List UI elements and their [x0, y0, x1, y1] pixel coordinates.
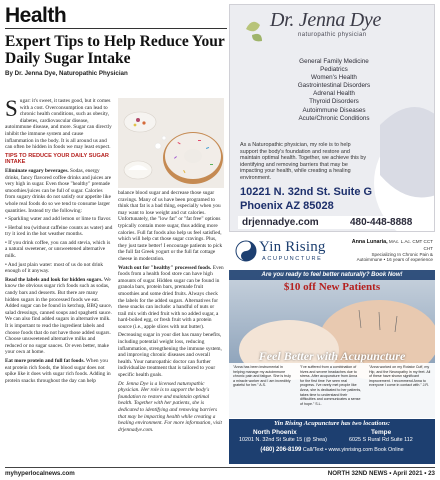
- practitioner-info: [347, 239, 433, 263]
- subheading: Eliminate sugary beverages.: [5, 167, 69, 174]
- sugar-donut-illustration: [118, 98, 224, 188]
- testimonial: "Anna has been instrumental in helping manage my autoimmune chronic pain and fatigue. She is truly a miracle worker and I am incredibly grateful for her." A.S.: [233, 365, 291, 388]
- ad-website-link[interactable]: drjennadye.com: [242, 217, 319, 228]
- service-item: Autoimmune Diseases: [302, 106, 366, 114]
- yin-rising-ad[interactable]: [229, 236, 435, 464]
- article-byline: By Dr. Jenna Dye, Naturopathic Physician: [5, 70, 128, 77]
- service-item: Pediatrics: [320, 66, 348, 74]
- services-list: [254, 58, 414, 123]
- article-paragraph: We know the obvious sugar rich foods such as sodas, candy bars and desserts. But there are many hidden sugars in the processed foods we eat. Added sugar can be found in ketchup, BBQ sauce, salad dressings, canned soups and spaghetti sauce. We can also find added sugars in alternative milk. It is important to read the ingredient labels and choose foods that do not have those added sugars. Choose unsweetened alternative milks and reduced or no sugar sauces. Or even better, make your own at home.: [5, 276, 113, 356]
- article-paragraph: When you eat protein rich foods, the blood sugar does not spike like it does with sugar rich foods. Adding in protein snacks throughout the day can help: [5, 357, 111, 384]
- footer-rule: [5, 467, 435, 468]
- article-paragraph: ugar: it's sweet, it tastes good, but it comes with a cost. Overconsumption can lead to chronic health conditions, such as obesity, diabetes, cardiovascular disease, autoimmune disease, and more. Sugar can directly inhibit the immune system and cause inflammation in the body. It is all around us and can often be hidden in foods we may least expect.: [5, 98, 112, 151]
- ad-address-line-1: 10221 N. 32nd St. Suite G: [240, 186, 373, 198]
- tips-heading: TIPS TO REDUCE YOUR DAILY SUGAR INTAKE: [5, 152, 109, 166]
- ad-yin-phone[interactable]: (480) 206-8199: [260, 447, 302, 453]
- ad-logo-text: Yin Rising: [259, 239, 326, 255]
- article-paragraph: balance blood sugar and decrease those sugar cravings. Many of us have been programed to think that fat is a bad thing, especially when you may want to lose weight and cut calories. Unfortunately, the "low fat" or "fat free" options typically contain more sugar, thus adding more calories. Full fat foods also help us feel satisfied, which will help cut those sugar cravings. Plus, they just taste better! I encourage patients to pick the full fat Greek yogurt or the full fat cottage cheese in moderation.: [118, 190, 223, 262]
- ad-tagline: Are you ready to feel better naturally? Book Now!: [261, 271, 403, 278]
- testimonial: "Anna worked on my Rotator Cuff, my Hip, and the Neuropathy in my feet. All of these have shown significant improvement. I recommend Anna to everyone I come in contact with." J.R.: [369, 365, 431, 388]
- practitioner-specialty: Specializing In Chronic Pain &: [371, 251, 433, 257]
- service-item: Gastrointestinal Disorders: [297, 82, 371, 90]
- location-name-tempe: Tempe: [371, 429, 392, 436]
- ad-logo-subtitle: ACUPUNCTURE: [262, 256, 323, 262]
- author-bio: Dr. Jenna Dye is a licensed naturopathic physician. Her role is to support the body's foundation to restore and maintain optimal health. Together with her patients, she is dedicated to identifying and removing barriers that may be impacting health while creating a healing environment. For more information, visit drjennadye.com.: [118, 380, 222, 433]
- service-item: Adrenal Health: [313, 90, 355, 98]
- practitioner-experience: Autoimmune • 16 years of experience: [356, 257, 433, 263]
- article-paragraph: Sodas, energy drinks, fancy flavored coffee drinks and juices are very high in sugar. Even those "healthy" premade smoothies/juices can be full of sugar. Calories from sugary drinks do not satisfy our appetite like whole real foods do so we tend to consume larger quantities. Instead try the following:: [5, 167, 112, 214]
- article-column-2: [118, 190, 224, 435]
- ad-address-line-2: Phoenix AZ 85028: [240, 200, 334, 212]
- ad-phone-number[interactable]: 480-448-8888: [350, 217, 413, 228]
- subheading: Watch out for "healthy" processed foods.: [118, 264, 212, 271]
- practitioner-credentials: MAc. L.Ac. CMT CCT CHT: [388, 239, 433, 251]
- practitioner-name: Anna Lunaria,: [351, 239, 388, 245]
- ad-doctor-subtitle: naturopathic physician: [298, 32, 367, 38]
- article-paragraph: Decreasing sugar in your diet has many benefits, including potential weight loss, reducing inflammation, strengthening the immune system, and improving chronic diseases and overall health. Your naturopathic doctor can further individualize treatment that is tailored to your specific health goals.: [118, 332, 222, 379]
- subheading: Read the labels and look for hidden sugars.: [5, 276, 103, 283]
- ad-yin-contact-rest[interactable]: Call/Text • www.yinrising.com Book Online: [302, 447, 404, 453]
- location-address-tempe: 6025 S Rural Rd Suite 112: [349, 437, 413, 443]
- service-item: General Family Medicine: [299, 58, 369, 65]
- section-rule: [5, 28, 227, 29]
- yin-yang-logo-icon: [235, 240, 257, 262]
- locations-heading: Yin Rising Acupuncture has two locations:: [273, 420, 391, 427]
- bullet-item: • And just plain water: most of us do not drink enough of it anyway.: [5, 261, 104, 275]
- drop-cap: S: [5, 96, 18, 121]
- bullet-item: • If you drink coffee, you can add stevia, which is a natural sweetener, or unsweetened alternative milk.: [5, 239, 111, 260]
- sugar-photo: [118, 98, 224, 188]
- tagline-strip: [229, 270, 435, 280]
- contact-line: [229, 447, 435, 453]
- article-headline: Expert Tips to Help Reduce Your Daily Sugar Intake: [5, 33, 225, 67]
- footer-page-info: NORTH 32ND NEWS • April 2021 • 23: [327, 470, 435, 477]
- location-address-north-phoenix: 10201 N. 32nd St Suite 15 (@ Shea): [239, 437, 327, 443]
- testimonials: [229, 363, 435, 418]
- testimonial: "I've suffered from a combination of hives and severe headaches due to stress. After acupuncture from Anna for the first time I've seen real progress. I've rarely met people like Anna, she is dedicated to her patients, takes time to understand their difficulties and communicates a sense of hope." S.L.: [300, 365, 362, 406]
- location-name-north-phoenix: North Phoenix: [253, 429, 297, 436]
- dr-jenna-dye-ad[interactable]: [229, 4, 435, 232]
- section-heading: Health: [5, 4, 67, 27]
- article-paragraph: Even foods from a health food store can have high amounts of sugar. Hidden sugar can be found in granola bars, protein bars, premade fruit smoothies and some dried fruits. Always check the labels for the added sugars. Alternatives for these snacks can include: a handful of nuts or trail mix with dried fruit with no added sugar, a hard-boiled egg, or fresh fruit with a protein source (i.e., apple slices with nut butter).: [118, 264, 224, 330]
- article-column-1: [5, 98, 113, 386]
- subheading: Eat more protein and full fat foods.: [5, 357, 85, 364]
- ad-doctor-name: Dr. Jenna Dye: [270, 9, 382, 31]
- ad-blurb: As a Naturopathic physician, my role is to help support the body's foundation and restore and maintain optimal health. Together, we achieve this by identifying and removing barriers that may be impacting your health, while creating a healing environment.: [240, 142, 367, 181]
- feel-better-heading: Feel Better with Acupuncture: [258, 349, 406, 363]
- bullet-item: • Herbal tea (without caffeine counts as water) and try it iced in the hot weather months.: [5, 224, 113, 238]
- new-patient-offer[interactable]: $10 off New Patients: [283, 281, 381, 293]
- service-item: Thyroid Disorders: [309, 98, 359, 106]
- service-item: Women's Health: [311, 74, 357, 82]
- footer-website[interactable]: myhyperlocalnews.com: [5, 470, 75, 477]
- bullet-item: • Sparkling water and add lemon or lime to flavor.: [5, 216, 112, 223]
- locations-bar: [229, 419, 435, 464]
- service-item: Acute/Chronic Conditions: [298, 114, 370, 122]
